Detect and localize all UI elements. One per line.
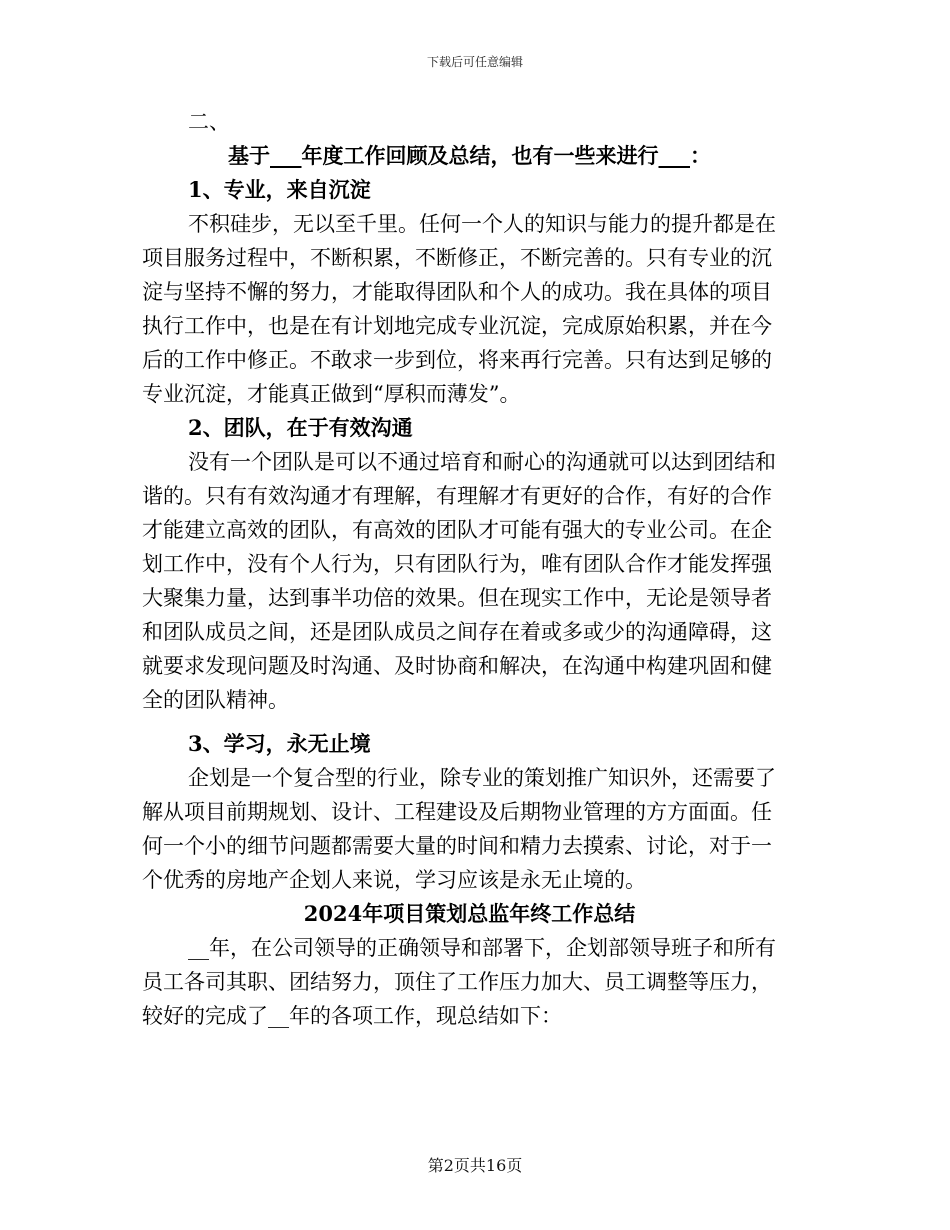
page-header-note: 下载后可任意编辑 <box>426 55 523 69</box>
paragraph-line: 何一个小的细节问题都需要大量的时间和精力去摸索、讨论，对于一 <box>142 834 772 858</box>
paragraph-line: 员工各司其职、团结努力，顶住了工作压力加大、员工调整等压力， <box>142 970 772 994</box>
subheading-1: 1、专业，来自沉淀 <box>188 177 371 202</box>
paragraph-line: 企划是一个复合型的行业，除专业的策划推广知识外，还需要了 <box>188 766 776 790</box>
document-title: 2024年项目策划总监年终工作总结 <box>303 901 636 926</box>
subheading-3: 3、学习，永无止境 <box>188 731 371 756</box>
paragraph-line: 个优秀的房地产企划人来说，学习应该是永无止境的。 <box>142 868 646 892</box>
paragraph-line: __年，在公司领导的正确领导和部署下，企划部领导班子和所有 <box>188 936 776 960</box>
paragraph-line: 全的团队精神。 <box>142 688 289 712</box>
section-number: 二、 <box>188 110 230 134</box>
paragraph-line: 没有一个团队是可以不通过培育和耐心的沟通就可以达到团结和 <box>188 450 776 474</box>
paragraph-line: 划工作中，没有个人行为，只有团队行为，唯有团队合作才能发挥强 <box>142 552 772 576</box>
paragraph-line: 解从项目前期规划、设计、工程建设及后期物业管理的方方面面。任 <box>142 800 772 824</box>
subheading-2: 2、团队，在于有效沟通 <box>188 415 413 440</box>
paragraph-line: 淀与坚持不懈的努力，才能取得团队和个人的成功。我在具体的项目 <box>142 280 772 304</box>
section-heading: 基于___年度工作回顾及总结，也有一些来进行___： <box>228 143 711 168</box>
document-body <box>142 105 797 1033</box>
paragraph-line: 后的工作中修正。不敢求一步到位，将来再行完善。只有达到足够的 <box>142 348 772 372</box>
paragraph-line: 才能建立高效的团队，有高效的团队才可能有强大的专业公司。在企 <box>142 518 772 542</box>
paragraph-line: 较好的完成了__年的各项工作，现总结如下： <box>142 1004 562 1028</box>
paragraph-line: 大聚集力量，达到事半功倍的效果。但在现实工作中，无论是领导者 <box>142 586 772 610</box>
paragraph-line: 谐的。只有有效沟通才有理解，有理解才有更好的合作，有好的合作 <box>142 484 772 508</box>
paragraph-line: 执行工作中，也是在有计划地完成专业沉淀，完成原始积累，并在今 <box>142 314 772 338</box>
paragraph-line: 就要求发现问题及时沟通、及时协商和解决，在沟通中构建巩固和健 <box>142 654 772 678</box>
paragraph-line: 项目服务过程中，不断积累，不断修正，不断完善的。只有专业的沉 <box>142 246 772 270</box>
paragraph-line: 和团队成员之间，还是团队成员之间存在着或多或少的沟通障碍，这 <box>142 620 772 644</box>
page-number-footer: 第2页共16页 <box>427 1156 523 1175</box>
paragraph-line: 专业沉淀，才能真正做到“厚积而薄发”。 <box>142 382 521 406</box>
paragraph-line: 不积硅步，无以至千里。任何一个人的知识与能力的提升都是在 <box>188 212 776 236</box>
